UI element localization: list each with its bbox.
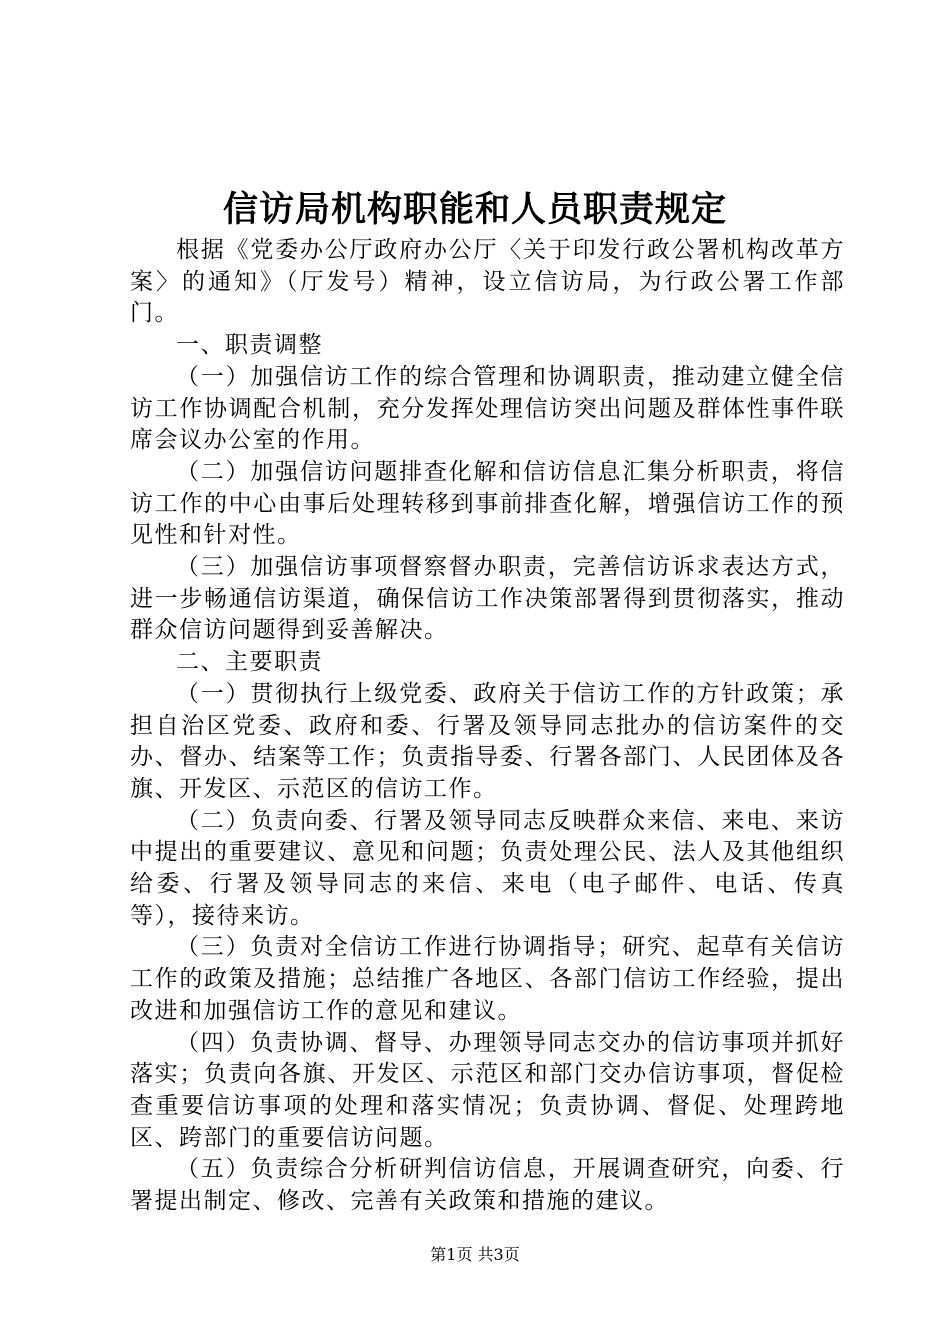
adjustment-item-3: （三）加强信访事项督察督办职责，完善信访诉求表达方式，进一步畅通信访渠道，确保信访工作决策部署得到贯彻落实，推动群众信访问题得到妥善解决。 — [130, 554, 845, 644]
duty-item-3: （三）负责对全信访工作进行协调指导；研究、起草有关信访工作的政策及措施；总结推广各地区、各部门信访工作经验，提出改进和加强信访工作的意见和建议。 — [130, 934, 845, 1024]
duty-item-4: （四）负责协调、督导、办理领导同志交办的信访事项并抓好落实；负责向各旗、开发区、示范区和部门交办信访事项，督促检查重要信访事项的处理和落实情况；负责协调、督促、处理跨地区、跨部门的重要信访问题。 — [130, 1029, 845, 1151]
duty-item-5: （五）负责综合分析研判信访信息，开展调查研究，向委、行署提出制定、修改、完善有关政策和措施的建议。 — [130, 1156, 845, 1215]
duty-item-1: （一）贯彻执行上级党委、政府关于信访工作的方针政策；承担自治区党委、政府和委、行署及领导同志批办的信访案件的交办、督办、结案等工作；负责指导委、行署各部门、人民团体及各旗、开发区、示范区的信访工作。 — [130, 680, 845, 802]
section-heading-adjustment: 一、职责调整 — [176, 332, 323, 359]
document-title: 信访局机构职能和人员职责规定 — [222, 189, 727, 230]
section-heading-duties: 二、主要职责 — [176, 649, 323, 676]
adjustment-item-1: （一）加强信访工作的综合管理和协调职责，推动建立健全信访工作协调配合机制，充分发挥处理信访突出问题及群体性事件联席会议办公室的作用。 — [130, 363, 845, 454]
page-footer: 第1页 共3页 — [430, 1245, 520, 1264]
intro-paragraph: 根据《党委办公厅政府办公厅〈关于印发行政公署机构改革方案〉的通知》（厅发号）精神，设立信访局，为行政公署工作部门。 — [130, 237, 845, 327]
duty-item-2: （二）负责向委、行署及领导同志反映群众来信、来电、来访中提出的重要建议、意见和问题；负责处理公民、法人及其他组织给委、行署及领导同志的来信、来电（电子邮件、电话、传真等），接待来访。 — [130, 807, 845, 929]
adjustment-item-2: （二）加强信访问题排查化解和信访信息汇集分析职责，将信访工作的中心由事后处理转移到事前排查化解，增强信访工作的预见性和针对性。 — [130, 458, 845, 549]
document-body — [130, 235, 845, 1218]
